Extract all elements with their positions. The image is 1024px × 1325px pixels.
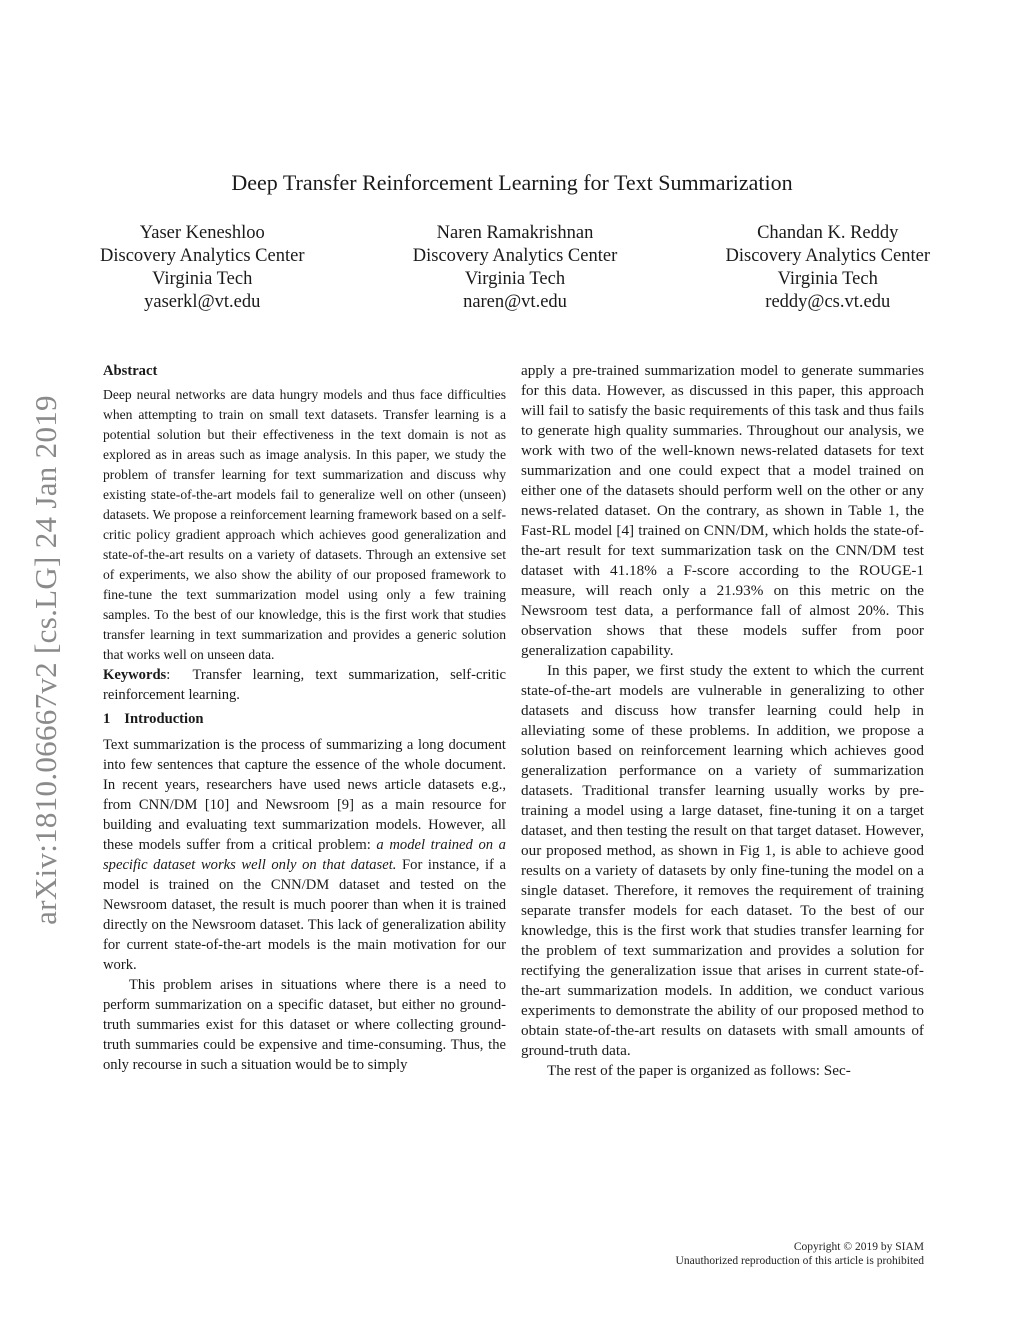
section-number: 1: [103, 711, 111, 727]
author-institution: Virginia Tech: [777, 269, 878, 289]
intro-paragraph-2: This problem arises in situations where there is a need to perform summarization on a specific dataset, but either no ground-truth summaries exist for this dataset or where collecting ground-truth summaries could be expensive and time-consuming. Thus, the only recourse in such a situation would be to simply: [103, 977, 506, 1073]
intro-paragraph-3: apply a pre-trained summarization model to generate summaries for this data. However, as discussed in this paper, this approach will fail to satisfy the basic requirements of this task and thus fails to generate high quality summaries. Throughout our analysis, we work with two of the well-known news-related datasets for text summarization and one could expect that a model trained on either one of the datasets should perform well on the other or any news-related dataset. On the contrary, as shown in Table 1, the Fast-RL model [4] trained on CNN/DM, which holds the state-of-the-art result for text summarization task on the CNN/DM test dataset with 41.18% a F-score according to the ROUGE-1 measure, will reach only a 21.93% on this metric on the Newsroom test data, a performance fall of almost 20%. This observation shows that these models suffer from poor generalization capability.: [521, 362, 924, 659]
reproduction-notice: Unauthorized reproduction of this article is prohibited: [675, 1255, 924, 1267]
keywords-label: Keywords: [103, 667, 167, 683]
abstract-heading: Abstract: [103, 363, 158, 379]
author-affiliation: Discovery Analytics Center: [100, 246, 305, 266]
author-institution: Virginia Tech: [464, 269, 566, 289]
keywords-text: Transfer learning, text summarization, self-critic reinforcement learning.: [103, 667, 506, 703]
keywords: Keywords: Transfer learning, text summarization, self-critic reinforcement learning.: [103, 667, 506, 703]
author-block: [100, 222, 930, 314]
intro-paragraph-5: The rest of the paper is organized as follows: Sec-: [547, 1062, 851, 1079]
intro-paragraph-1: Text summarization is the process of summarizing a long document into few sentences that capture the essence of the whole document. In recent years, researchers have used news article datasets e.g., from CNN/DM [10] and Newsroom [9] as a main resource for building and evaluating text summarization models. However, all these models suffer from a critical problem: a model trained on a specific dataset works well only on that dataset. For instance, if a model is trained on the CNN/DM dataset and tested on the Newsroom dataset, the result is much poorer than when it is trained directly on the Newsroom dataset. This lack of generalization ability for current state-of-the-art models is the main motivation for our work.: [103, 737, 507, 973]
abstract-text: Deep neural networks are data hungry models and thus face difficulties when attempting to train on small text datasets. Transfer learning is a potential solution but their effectiveness in the text domain is not as explored as in areas such as image analysis. In this paper, we study the problem of transfer learning for text summarization and discuss why existing state-of-the-art models fail to generalize well on other (unseen) datasets. We propose a reinforcement learning framework based on a self-critic policy gradient approach which achieves good generalization and state-of-the-art results on a variety of datasets. Through an extensive set of experiments, we also show the ability of our proposed framework to fine-tune the text summarization model using only a few training samples. To the best of our knowledge, this is the first work that studies transfer learning in text summarization and provides a generic solution that works well on unseen data.: [103, 387, 506, 662]
arxiv-stamp: [20, 360, 72, 960]
author-email: reddy@cs.vt.edu: [765, 292, 891, 312]
section-heading-introduction: [103, 709, 506, 729]
author-1: [100, 222, 304, 314]
section-title: Introduction: [124, 711, 204, 727]
author-affiliation: Discovery Analytics Center: [412, 246, 618, 266]
author-affiliation: Discovery Analytics Center: [725, 246, 930, 266]
intro-paragraph-4: In this paper, we first study the extent to which the current state-of-the-art models are vulnerable in generalizing to other datasets and discuss how transfer learning could help in alleviating some of these problems. In addition, we propose a solution based on reinforcement learning which achieves good generalization performance on a variety of summarization datasets. Traditional transfer learning usually works by pre-training a model using a large dataset, fine-tuning it on a target dataset, and then testing the result on that target dataset. However, our proposed method, as shown in Fig 1, is able to achieve good results on a variety of datasets by only fine-tuning the model on a single dataset. Therefore, it removes the requirement of training separate transfer models for each dataset. To the best of our knowledge, this is the first work that studies transfer learning for the problem of text summarization and provides a solution for rectifying the generalization issue that arises in current state-of-the-art summarization models. In addition, we conduct various experiments to demonstrate the ability of our proposed method to obtain state-of-the-art results on datasets with small amounts of ground-truth data.: [521, 662, 924, 1059]
author-email: yaserkl@vt.edu: [144, 292, 261, 312]
author-name: Naren Ramakrishnan: [436, 223, 594, 243]
author-name: Yaser Keneshloo: [139, 223, 265, 243]
right-column: [521, 361, 924, 1081]
left-column: [103, 361, 506, 1075]
arxiv-stamp-text: arXiv:1810.06667v2 [cs.LG] 24 Jan 2019: [28, 395, 63, 925]
author-2: [413, 222, 617, 314]
author-email: naren@vt.edu: [463, 292, 567, 312]
author-name: Chandan K. Reddy: [757, 223, 899, 243]
paper-title: Deep Transfer Reinforcement Learning for Text Summarization: [231, 170, 793, 195]
author-institution: Virginia Tech: [152, 269, 253, 289]
copyright-footer: [676, 1240, 924, 1268]
copyright-line: Copyright © 2019 by SIAM: [793, 1241, 924, 1253]
intro-emphasis: a model trained on a specific dataset works well only on that dataset.: [103, 837, 506, 873]
author-3: [726, 222, 930, 314]
